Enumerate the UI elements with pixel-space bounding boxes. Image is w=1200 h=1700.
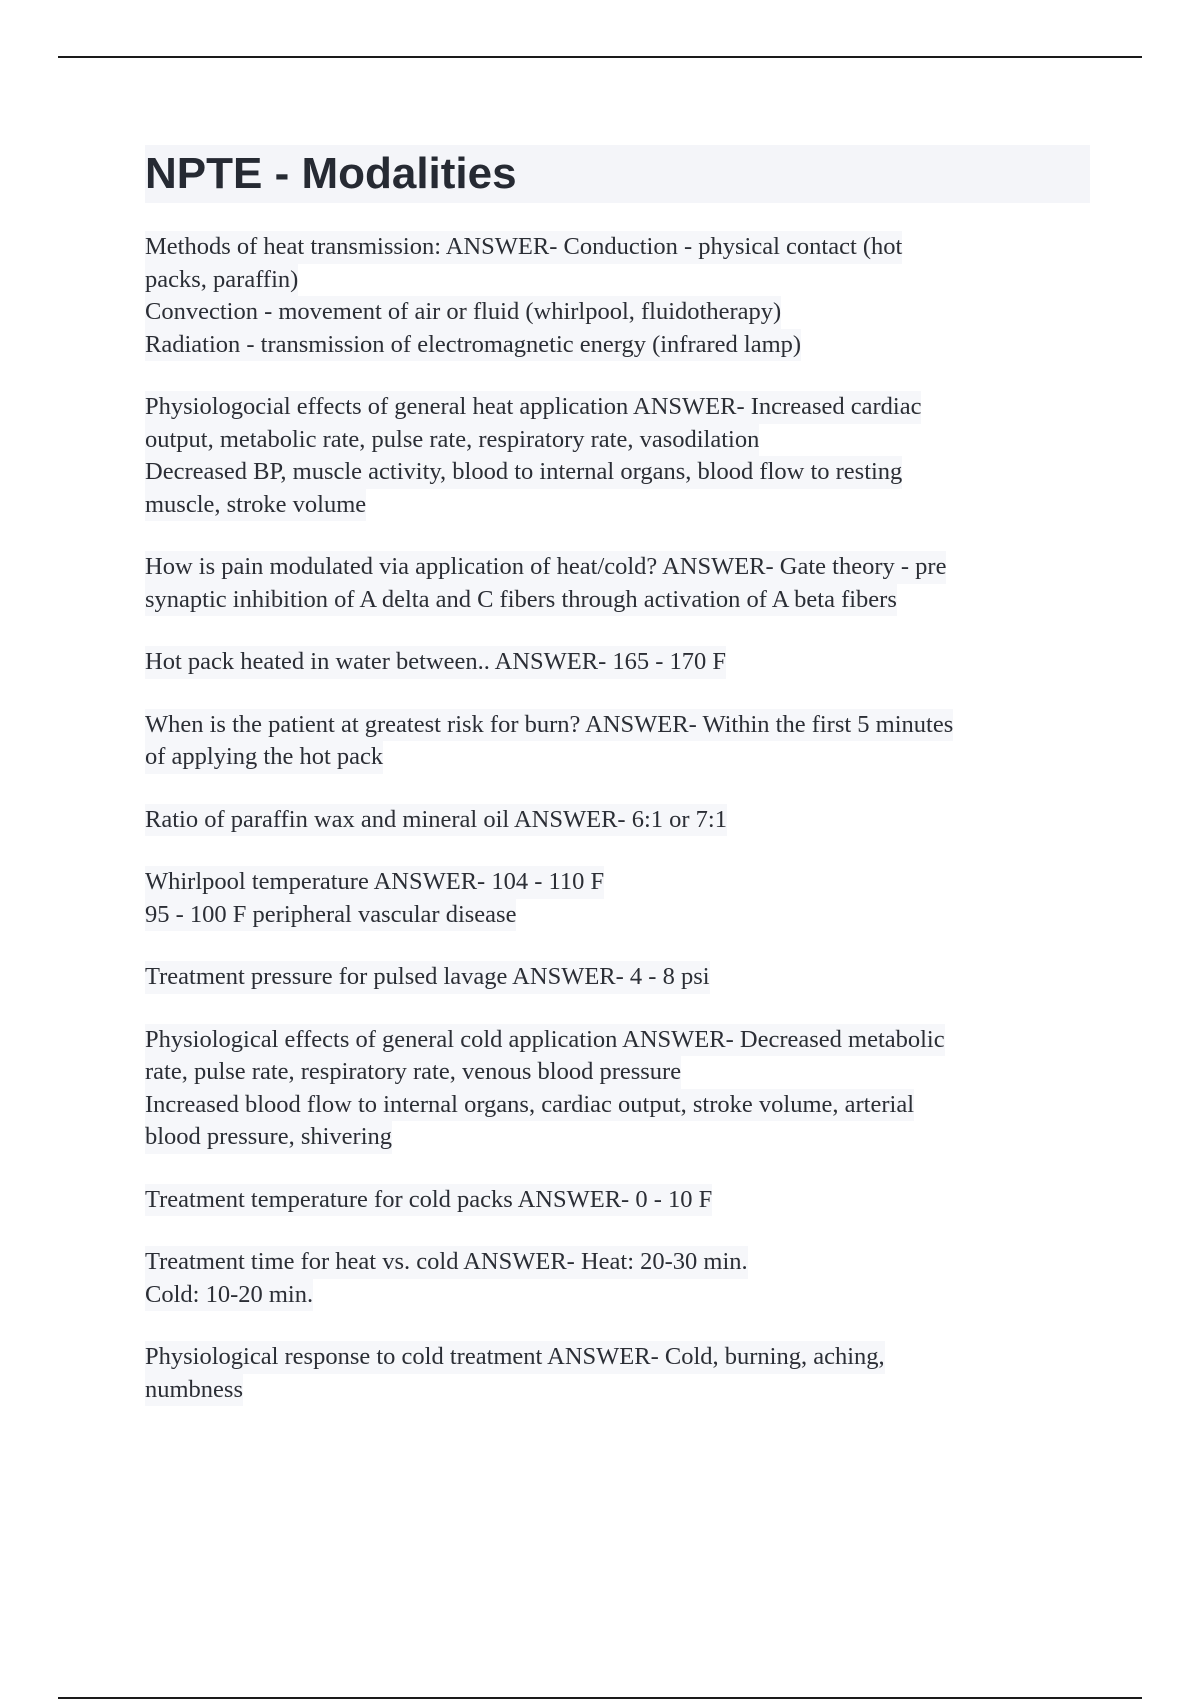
flashcard-text-line: Physiologocial effects of general heat application ANSWER- Increased cardiac xyxy=(145,391,921,424)
flashcard-item xyxy=(145,1184,1090,1217)
flashcard-text-line: Radiation - transmission of electromagnetic energy (infrared lamp) xyxy=(145,329,801,362)
page-title: NPTE - Modalities xyxy=(145,145,1090,203)
flashcard-text-line: Increased blood flow to internal organs, cardiac output, stroke volume, arterial xyxy=(145,1089,914,1122)
flashcard-text-line: of applying the hot pack xyxy=(145,741,383,774)
flashcard-list xyxy=(145,231,1090,1406)
flashcard-item xyxy=(145,961,1090,994)
flashcard-text-line: Treatment time for heat vs. cold ANSWER- Heat: 20-30 min. xyxy=(145,1246,748,1279)
flashcard-text-line: Treatment temperature for cold packs ANSWER- 0 - 10 F xyxy=(145,1184,712,1217)
flashcard-text-line: output, metabolic rate, pulse rate, respiratory rate, vasodilation xyxy=(145,424,759,457)
flashcard-text-line: Ratio of paraffin wax and mineral oil ANSWER- 6:1 or 7:1 xyxy=(145,804,727,837)
flashcard-text-line: rate, pulse rate, respiratory rate, venous blood pressure xyxy=(145,1056,681,1089)
flashcard-item xyxy=(145,646,1090,679)
flashcard-text-line: When is the patient at greatest risk for burn? ANSWER- Within the first 5 minutes xyxy=(145,709,953,742)
flashcard-text-line: Physiological response to cold treatment ANSWER- Cold, burning, aching, xyxy=(145,1341,885,1374)
flashcard-item xyxy=(145,231,1090,361)
flashcard-item xyxy=(145,1024,1090,1154)
flashcard-text-line: Hot pack heated in water between.. ANSWER- 165 - 170 F xyxy=(145,646,726,679)
flashcard-text-line: Convection - movement of air or fluid (whirlpool, fluidotherapy) xyxy=(145,296,781,329)
flashcard-text-line: muscle, stroke volume xyxy=(145,489,366,522)
flashcard-item xyxy=(145,391,1090,521)
flashcard-text-line: Treatment pressure for pulsed lavage ANSWER- 4 - 8 psi xyxy=(145,961,710,994)
flashcard-text-line: Physiological effects of general cold application ANSWER- Decreased metabolic xyxy=(145,1024,945,1057)
document-content xyxy=(145,145,1090,1436)
flashcard-text-line: numbness xyxy=(145,1374,243,1407)
top-divider xyxy=(58,56,1142,58)
flashcard-text-line: packs, paraffin) xyxy=(145,264,298,297)
bottom-divider xyxy=(58,1697,1142,1699)
flashcard-text-line: How is pain modulated via application of heat/cold? ANSWER- Gate theory - pre xyxy=(145,551,946,584)
flashcard-item xyxy=(145,551,1090,616)
flashcard-text-line: Decreased BP, muscle activity, blood to internal organs, blood flow to resting xyxy=(145,456,902,489)
flashcard-text-line: Methods of heat transmission: ANSWER- Conduction - physical contact (hot xyxy=(145,231,902,264)
flashcard-text-line: 95 - 100 F peripheral vascular disease xyxy=(145,899,516,932)
flashcard-item xyxy=(145,709,1090,774)
flashcard-item xyxy=(145,804,1090,837)
flashcard-text-line: Whirlpool temperature ANSWER- 104 - 110 F xyxy=(145,866,604,899)
flashcard-text-line: Cold: 10-20 min. xyxy=(145,1279,313,1312)
flashcard-item xyxy=(145,1341,1090,1406)
flashcard-item xyxy=(145,1246,1090,1311)
flashcard-item xyxy=(145,866,1090,931)
flashcard-text-line: blood pressure, shivering xyxy=(145,1121,392,1154)
flashcard-text-line: synaptic inhibition of A delta and C fibers through activation of A beta fibers xyxy=(145,584,897,617)
